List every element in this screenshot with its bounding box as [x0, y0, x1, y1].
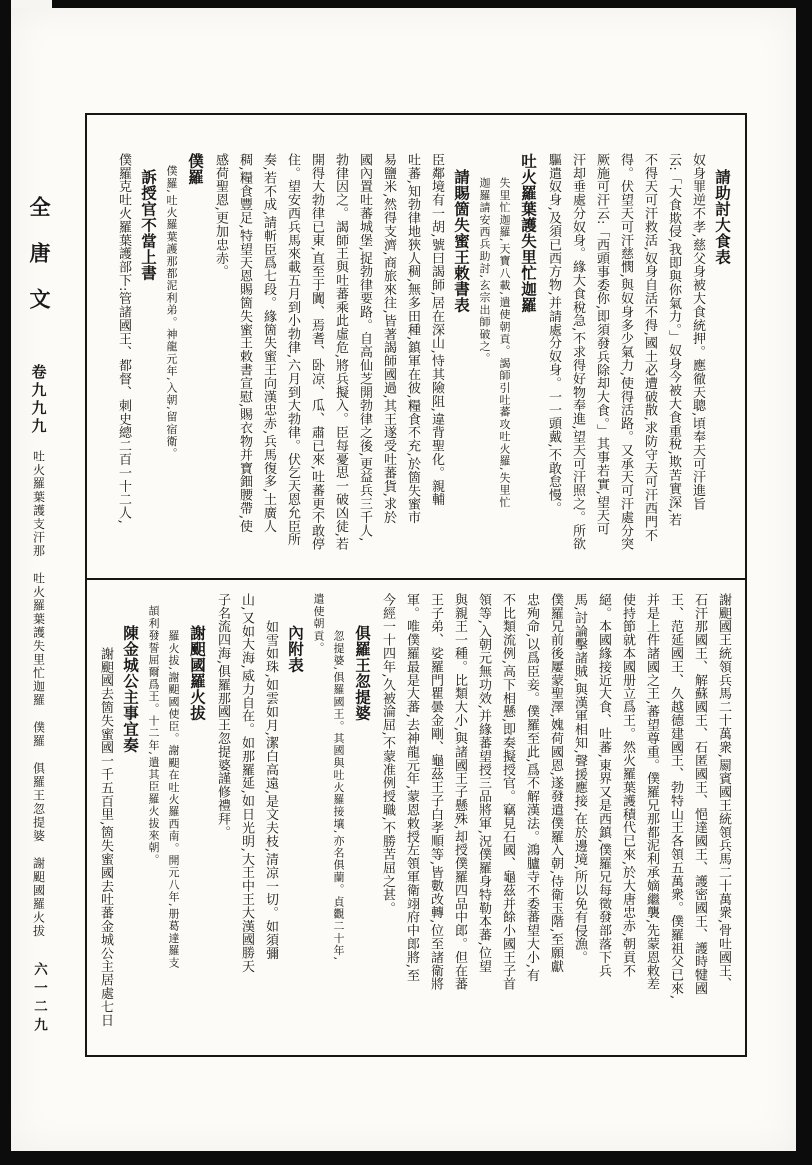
- page-number: 六一二九: [31, 962, 47, 1036]
- body-text-column: 得。伏望天可汗慈憫,與奴身多少氣力,使得活路。又承天可汗處分突: [618, 153, 633, 551]
- body-text-column: 感荷聖恩,更加忠赤。: [213, 153, 228, 279]
- body-text-column: 驅遣奴身,及須已西方物,并請處分奴身。一一頭戴,不敢怠慢。: [546, 153, 561, 515]
- body-text-column: 謝䫻國王統領兵馬二十萬衆,罽賓國王統領兵馬二十萬衆,骨吐國王、: [716, 593, 731, 991]
- body-text-column: 王子弟、娑羅門瞿曇金剛、龜茲王子白孝順等,皆數改轉,位至諸衛將: [428, 593, 443, 991]
- body-text-column: 吐蕃,知勃律地狹人稠,無多田種,鎮軍在彼,糧食不充,於箇失蜜市: [405, 153, 420, 525]
- body-text-column: 勃律因之。謁師王與吐蕃乘此虛危,將兵擬入。臣每憂思一破凶徒,若: [333, 153, 348, 551]
- body-text-column: 今經一十四年,久被淪屈,不蒙准例授職,不勝苦屈之甚。: [380, 593, 395, 915]
- lower-register: [95, 593, 735, 1055]
- body-text-column: 稠,糧食豐足,特望天恩賜箇失蜜王敕書宣慰,賜衣物并寶鈿腰帶,使: [237, 153, 252, 533]
- body-text-column: 臣鄰境有一胡,號曰謁師,居在深山,恃其險阻,違背聖化。親輔: [429, 153, 444, 507]
- body-text-column: 僕羅兄前後屢蒙聖澤,媿荷國恩,遂發遣僕羅入朝,侍衛玉階,至願獻: [548, 593, 563, 973]
- doc-title-column: 陳金城公主事宜奏: [121, 625, 139, 753]
- scan-edge-right: [796, 0, 812, 1165]
- body-text-column: 石汗那國王、解蘇國王、石匿國王、悒達國王、護密國王、護時犍國: [692, 593, 707, 995]
- body-text-column: 軍。唯僕羅最是大蕃,去神龍元年,蒙恩敕授左領軍衛翊府中郎將,至: [404, 593, 419, 982]
- body-text-column: 王、范延國王、久越德建國王、勃特山王各領五萬衆。僕羅祖父已來,: [668, 593, 683, 1000]
- doc-title-column: 內附表: [286, 625, 304, 673]
- margin-author: 僕羅: [31, 721, 46, 748]
- body-text-column: 僕羅克吐火羅葉護部下:管諸國王、都督、刺史總二百一十二人,: [116, 153, 131, 525]
- annotation-column: 頡利發誓屈爾爲王。十二年,遣其臣羅火拔來朝。: [147, 605, 160, 867]
- scan-edge-top: [52, 0, 812, 8]
- spine-margin: [24, 196, 54, 1036]
- annotation-column: 羅火拔,謝䫻國使臣。謝䫻在吐火羅西南。開元八年,册葛達羅支: [167, 629, 180, 969]
- annotation-column: 遣使朝貢。: [312, 593, 325, 654]
- body-text-column: 子名流四海,俱羅那國王忽提婆謹修禮拜。: [215, 593, 230, 839]
- doc-title-column: 訴授官不當上書: [139, 169, 157, 281]
- volume-label: 卷九九九: [29, 364, 48, 436]
- body-text-column: 山,又如大海,威力自在。如那羅延,如日光明,大王中王大漢國勝天: [239, 593, 254, 973]
- body-text-column: 領等,入朝元無功效,并緣蕃望授三品將軍,況僕羅身特勒本蕃,位望: [476, 593, 491, 973]
- annotation-column: 忽提婆,俱羅國王。其國與吐火羅接壤,亦名俱蘭。貞觀二十年,: [332, 629, 345, 961]
- body-text-column: 并是上件諸國之王,蕃望尊重。僕羅兄那都泥利承嫡繼襲,先蒙恩敕差: [644, 593, 659, 991]
- body-text-column: 絕。本國緣接近大食、吐蕃,東界又是西鎮,僕羅兄每徵發部落下兵: [596, 593, 611, 978]
- annotation-column: 迦羅請安西兵助討,玄宗出師破之。: [478, 177, 491, 366]
- body-text-column: 使持節就本國册立爲王。然火羅葉護積代已來,於大唐忠赤,朝貢不: [620, 593, 635, 978]
- upper-register: [95, 153, 735, 575]
- margin-author: 吐火羅葉護失里忙迦羅: [31, 572, 46, 707]
- register-divider: [87, 578, 745, 580]
- text-frame: [85, 113, 747, 1057]
- body-text-column: 不得天可汗救活,奴身自活不得,國土必遭破散,求防守天可汗西門不: [642, 153, 657, 542]
- body-text-column: 謝䫻國去箇失蜜國一千五百里,箇失蜜國去吐蕃金城公主居處七日: [98, 646, 113, 1027]
- body-text-column: 馬,討論擊諸賊,與漢軍相知,聲援應接,在於邊境,所以免有侵漁。: [572, 593, 587, 965]
- body-text-column: 不比類流例,高下相懸,即奏擬授官。竊見石國、龜茲并餘小國王子首: [500, 593, 515, 991]
- body-text-column: 易鹽米,然得支濟,商旅來往,皆著謁師國過,其王遂受吐蕃貨,求於: [381, 153, 396, 525]
- body-text-column: 奏,若不成,請斬臣爲七段。緣箇失蜜王向漢忠赤,兵馬復多,土廣人: [261, 153, 276, 533]
- body-text-column: 如雪如珠,如雲如月,潔白高遠,是文夫枝,清凉一切。如須彌: [263, 619, 278, 960]
- annotation-column: 失里忙迦羅,天寶八載,遣使朝貢。謁師引吐蕃攻吐火羅,失里忙: [498, 177, 511, 509]
- margin-author: 吐火羅葉護支汗那: [31, 450, 46, 558]
- annotation-column: 僕羅,吐火羅葉護那都泥利弟。神龍元年,入朝,留宿衛。: [165, 165, 178, 460]
- author-heading-column: 俱羅王忽提婆: [353, 625, 371, 721]
- margin-author: 謝䫻國羅火拔: [31, 857, 46, 938]
- scan-edge-bottom: [10, 1151, 812, 1165]
- author-heading-column: 吐火羅葉護失里忙迦羅: [519, 153, 537, 313]
- body-text-column: 開得大勃律已東,直至于闐、焉耆、卧凉、瓜、肅已來,吐蕃更不敢停: [309, 153, 324, 551]
- body-text-column: 與親王一種。比類大小,與諸國王子懸殊,却授僕羅四品中郎。但在蕃: [452, 593, 467, 991]
- body-text-column: 汗却垂處分奴身。緣大食稅急,不求得好物奉進,望天可汗照之。所欲: [570, 153, 585, 551]
- scan-edge-left: [0, 0, 11, 1165]
- body-text-column: 國內置吐蕃城堡,捉勃律要路。自高仙芝開勃律之後,更益兵三千人,: [357, 153, 372, 542]
- body-text-column: 厥施可汗云:「西頭事委你,即須發兵除却大食。」其事若實,望天可: [594, 153, 609, 536]
- body-text-column: 奴身罪逆不孝,慈父身被大食統押。應徹天聰,頃奉天可汗進旨: [690, 153, 705, 511]
- body-text-column: 住。望安西兵馬來載五月到小勃律,六月到大勃律。伏乞天恩允臣所: [285, 153, 300, 547]
- body-text-column: 云:「大食欺侵,我即與你氣力。」奴身今被大食重稅,欺苦實深,若: [666, 153, 681, 527]
- doc-title-column: 請助討大食表: [713, 169, 731, 265]
- body-text-column: 忠殉命,以爲臣妾。僕羅至此,爲不解漢法。鴻臚寺不委蕃望大小,有: [524, 593, 539, 982]
- author-heading-column: 謝䫻國羅火拔: [188, 625, 206, 721]
- doc-title-column: 請賜箇失蜜王敕書表: [452, 169, 470, 313]
- author-heading-column: 僕羅: [186, 153, 204, 185]
- book-title: 全唐文: [27, 196, 52, 334]
- margin-author: 俱羅王忽提婆: [31, 762, 46, 843]
